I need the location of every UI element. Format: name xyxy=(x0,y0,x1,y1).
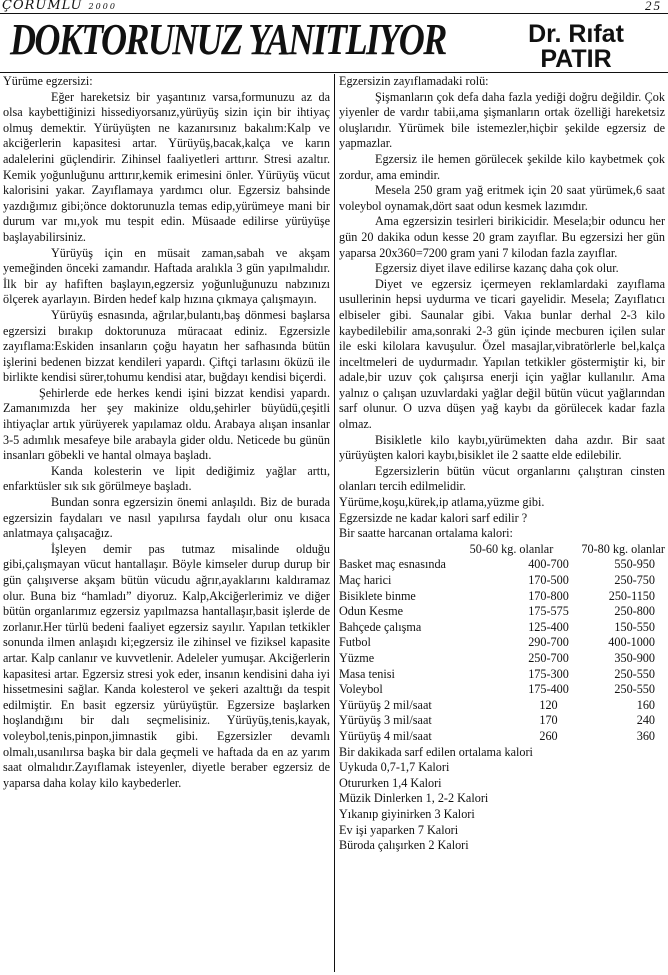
table-row xyxy=(339,635,665,651)
table-header-row xyxy=(339,542,665,558)
column-header-70-80: 70-80 kg. olanlar xyxy=(581,541,665,556)
value-70-80-cell: 150-550 xyxy=(614,619,655,634)
running-header xyxy=(0,0,668,14)
paragraph: Bundan sonra egzersizin önemi anlaşıldı. Biz de burada egzersizin faydaları ve nasıl yapılırsa faydalı olur onu kısaca anlatmaya çalışacağız. xyxy=(3,495,330,541)
table-row xyxy=(339,667,665,683)
paragraph: Diyet ve egzersiz içermeyen reklamlardaki zayıflama usullerinin hepsi uydurma ve ticari gayelidir. Mesela; Zayıflatıcı elbiseler gibi. Saunalar gibi. Vakıa bunlar derhal 2-3 kilo kaybedilebilir ama,sonraki 2-3 gün içinde mecburen içilen sular ile eski kilolara kavuşulur. Özel masajlar,vibratörlerle bel,kalça inceltmeleri de uydurmadır. Yapılan tetkikler göstermiştir ki, bir adale,bir uzuv çok çalışırsa enerji için yağlar kullanılır. Ama yalnız o çalışan uzuvlardaki yağlar değil bütün vücut yağlarından sarf olunur. O uzva düşen yağ kaybı da görülecek kadar fazla olmaz. xyxy=(339,276,665,432)
list-title: Bir dakikada sarf edilen ortalama kalori xyxy=(339,744,533,759)
paragraph: Egzersizlerin bütün vücut organlarını çalıştıran cinsten olanları tercih edilmelidir. xyxy=(339,463,665,494)
list-item: Yıkanıp giyinirken 3 Kalori xyxy=(339,806,475,821)
paragraph: Şehirlerde ede herkes kendi işini bizzat kendisi yapardı. Zamanımızda her şey makinize oldu,şehirler büyüdü,çeşitli ihtiyaçlar artık yürüyerek yapılamaz oldu. Arabaya alışan insanlar 3-5 adımlık mesafeye bile arabayla gider oldu. Neticede bu günün insanları göbekli ve hantal olmaya başladı. xyxy=(3,385,330,463)
paragraph: Egzersiz diyet ilave edilirse kazanç daha çok olur. xyxy=(375,261,619,276)
section-heading-weight-loss: Egzersizin zayıflamadaki rolü: xyxy=(339,74,489,88)
right-column xyxy=(339,74,665,854)
table-row xyxy=(339,573,665,589)
section-heading-walking: Yürüme egzersizi: xyxy=(3,74,93,88)
value-50-60-cell: 260 xyxy=(539,728,558,743)
value-70-80-cell: 250-550 xyxy=(614,682,655,697)
activity-cell: Basket maç esnasında xyxy=(339,557,446,572)
value-50-60-cell: 400-700 xyxy=(528,557,569,572)
activity-cell: Masa tenisi xyxy=(339,666,395,681)
page-number: 25 xyxy=(645,0,662,13)
calorie-rows xyxy=(339,557,665,744)
table-row xyxy=(339,713,665,729)
paragraph: Yürüyüş esnasında, ağrılar,bulantı,baş dönmesi başlarsa egzersizi bırakıp doktorunuza müracaat ediniz. Egzersizle zayıflama:Eskiden insanların çoğu hayatın her safhasında bütün işlerini bedenen bizzat kendileri yapardı. Çiftçi tarlasını öküzü ile birlikte kendisi sürer,tohumu kendisi atar, buğdayı kendisi biçerdi. xyxy=(3,307,330,385)
paragraph: İşleyen demir pas tutmaz misalinde olduğu gibi,çalışmayan vücut hantallaşır. Böyle kimseler durup durup bir gün çalışıverse akşam bütün vücudu ağrır,ayaklarını kaldıramaz olur. Buna biz “hamladı” diyoruz. Kalp,Akciğerlerimiz ve diğer bütün organlarımız egzersiz yapılmazsa hantallaşır,basit işlerde de zorlanır.Her türlü bedeni faaliyet egzersiz sayılır. Yapılan tetkikler sonunda ilmen anlaşıdı ki;egzersiz ile zihinsel ve fiziksel kapasite artar. Kalp canlanır ve kuvvetlenir. Adeleler yumuşar. Akciğerlerin kapasitesi artar. Egzersiz stresi yok eder, insanın kendisini daha iyi hissetmesini sağlar. Kanda kolesterol ve şekeri azalttığı da tespit edilmiştir. En basit egzersiz yürüyüştür. Egzersize başlarken hoşlandığını bir dalı seçmelisiniz. Yürüyüş,tenis,kayak, voleybol,tenis,pinpon,jimnastik gibi. Egzersizler devamlı olmalı,usanılırsa başka bir dala geçmeli ve haftada da en az yarım saat olmalıdır.Zayıflamak isteyenler, diyetle beraber egzersiz de yaparsa daha kolay kilo kaybederler. xyxy=(3,541,330,790)
column-header-50-60: 50-60 kg. olanlar xyxy=(469,541,554,556)
table-row xyxy=(339,557,665,573)
value-70-80-cell: 550-950 xyxy=(614,557,655,572)
paragraph: Şişmanların çok defa daha fazla yediği doğru değildir. Çok yiyenler de vardır tabii,ama şişmanların ortak özelliği hareketsiz oluşlarıdır. Yürümek bile istemezler,hiçbir şekilde egzersiz de yapmazlar. xyxy=(339,89,665,151)
paragraph: Eğer hareketsiz bir yaşantınız varsa,formunuzu az da olsa kaybettiğinizi hissediyorsanız,yürüyüş sizin için bir ihtiyaç olmuş demektir. Yürüyüşten ne kazanırsınız bakalım:Kalp ve akciğerlerin kapasitesi artar. Yürüyüş,bacak,kalça ve karın adalelerini güçlendirir. Zihinsel faaliyetleri arttırır. Stresi azaltır. Kemik yoğunluğunu arttırır,kemik erimesini önler. Yürüyüş vücut kalorisini yakar. Zayıflamaya yardımcı olur. Egzersiz bahsinde yazdığımız gibi;önce doktorunuzla temas edip,yürümeye mani bir durum var mı,yok mu tespit edin. Müsaade edilirse yürüyüşe başlayabilirsiniz. xyxy=(3,89,330,244)
calorie-table xyxy=(339,542,665,558)
masthead-year: 2000 xyxy=(88,2,117,11)
author-surname: PATIR xyxy=(540,45,612,73)
value-70-80-cell: 350-900 xyxy=(614,650,655,665)
table-row xyxy=(339,620,665,636)
list-item: Ev işi yaparken 7 Kalori xyxy=(339,822,459,837)
activity-cell: Maç harici xyxy=(339,573,392,587)
value-70-80-cell: 360 xyxy=(636,728,655,743)
paragraph: Egzersiz ile hemen görülecek şekilde kilo kaybetmek çok zordur, ama emindir. xyxy=(339,151,665,182)
list-item: Uykuda 0,7-1,7 Kalori xyxy=(339,760,450,775)
table-row xyxy=(339,604,665,620)
list-item: Otururken 1,4 Kalori xyxy=(339,775,442,790)
paragraph: Bisikletle kilo kaybı,yürümekten daha azdır. Bir saat yürüyüşten kalori kaybı,bisiklet ile 2 saatte elde edilebilir. xyxy=(339,432,665,463)
list-item: Büroda çalışırken 2 Kalori xyxy=(339,838,469,853)
value-70-80-cell: 400-1000 xyxy=(608,635,655,650)
paragraph: Yürüyüş için en müsait zaman,sabah ve akşam yemeğinden önceki zamandır. Haftada aralıkla 3 gün yapılmalıdır. İlk bir ay hafiften başlayın,egzersiz yoğunluğunuzu nabzınızı ölçerek ayarlayın. Birden hedef kalp hızına çıkmaya çalışmayın. xyxy=(3,245,330,307)
value-70-80-cell: 250-750 xyxy=(614,573,655,587)
column-divider xyxy=(334,74,335,972)
value-70-80-cell: 250-1150 xyxy=(608,588,655,603)
activity-cell: Yürüyüş 3 mil/saat xyxy=(339,713,432,728)
paragraph: Egzersizde ne kadar kalori sarf edilir ? xyxy=(339,510,528,525)
table-title: Bir saatte harcanan ortalama kalori: xyxy=(339,526,513,541)
activity-cell: Voleybol xyxy=(339,682,383,697)
activity-cell: Futbol xyxy=(339,635,371,650)
author-byline xyxy=(496,22,656,72)
value-50-60-cell: 175-300 xyxy=(528,666,569,681)
activity-cell: Odun Kesme xyxy=(339,604,403,619)
value-50-60-cell: 125-400 xyxy=(528,619,569,634)
header-rule xyxy=(0,13,668,14)
activity-cell: Yürüyüş 4 mil/saat xyxy=(339,728,432,743)
table-row xyxy=(339,589,665,605)
value-50-60-cell: 175-400 xyxy=(528,682,569,697)
activity-cell: Yüzme xyxy=(339,650,375,665)
table-row xyxy=(339,729,665,745)
value-70-80-cell: 240 xyxy=(636,713,655,728)
activity-cell: Yürüyüş 2 mil/saat xyxy=(339,697,432,712)
value-50-60-cell: 290-700 xyxy=(528,635,569,650)
author-title: Dr. Rıfat xyxy=(528,20,624,48)
value-50-60-cell: 170 xyxy=(539,713,558,728)
paragraph: Mesela 250 gram yağ eritmek için 20 saat yürümek,6 saat voleybol oynamak,dört saat odun kesmek lazımdır. xyxy=(339,183,665,213)
value-50-60-cell: 120 xyxy=(539,697,558,712)
value-50-60-cell: 175-575 xyxy=(528,604,569,619)
list-item: Müzik Dinlerken 1, 2-2 Kalori xyxy=(339,791,489,806)
table-row xyxy=(339,682,665,698)
activity-cell: Bahçede çalışma xyxy=(339,619,422,634)
value-70-80-cell: 250-800 xyxy=(614,604,655,619)
calorie-list xyxy=(339,760,665,854)
activity-cell: Bisiklete binme xyxy=(339,588,416,603)
paragraph: Kanda kolesterin ve lipit dediğimiz yağlar arttı, enfarktüsler sık sık görülmeye başladı. xyxy=(3,463,330,494)
paragraph: Ama egzersizin tesirleri birikicidir. Mesela;bir oduncu her gün 20 dakika odun kesse 20 gram zayıflar. Bu egzersizi her gün yaparsa 20x360=7200 gram yani 7 kilodan fazla zayıflar. xyxy=(339,214,665,260)
headline-rule xyxy=(0,72,668,73)
left-column xyxy=(3,74,330,791)
paragraph: Yürüme,koşu,kürek,ip atlama,yüzme gibi. xyxy=(339,495,545,510)
headline: DOKTORUNUZ YANITLIYOR xyxy=(10,15,446,64)
table-row xyxy=(339,651,665,667)
masthead: ÇORUMLU 2000 xyxy=(2,0,117,13)
value-50-60-cell: 170-500 xyxy=(528,573,569,587)
value-70-80-cell: 250-550 xyxy=(614,666,655,681)
table-row xyxy=(339,698,665,714)
value-50-60-cell: 250-700 xyxy=(528,650,569,665)
value-50-60-cell: 170-800 xyxy=(528,588,569,603)
value-70-80-cell: 160 xyxy=(636,697,655,712)
